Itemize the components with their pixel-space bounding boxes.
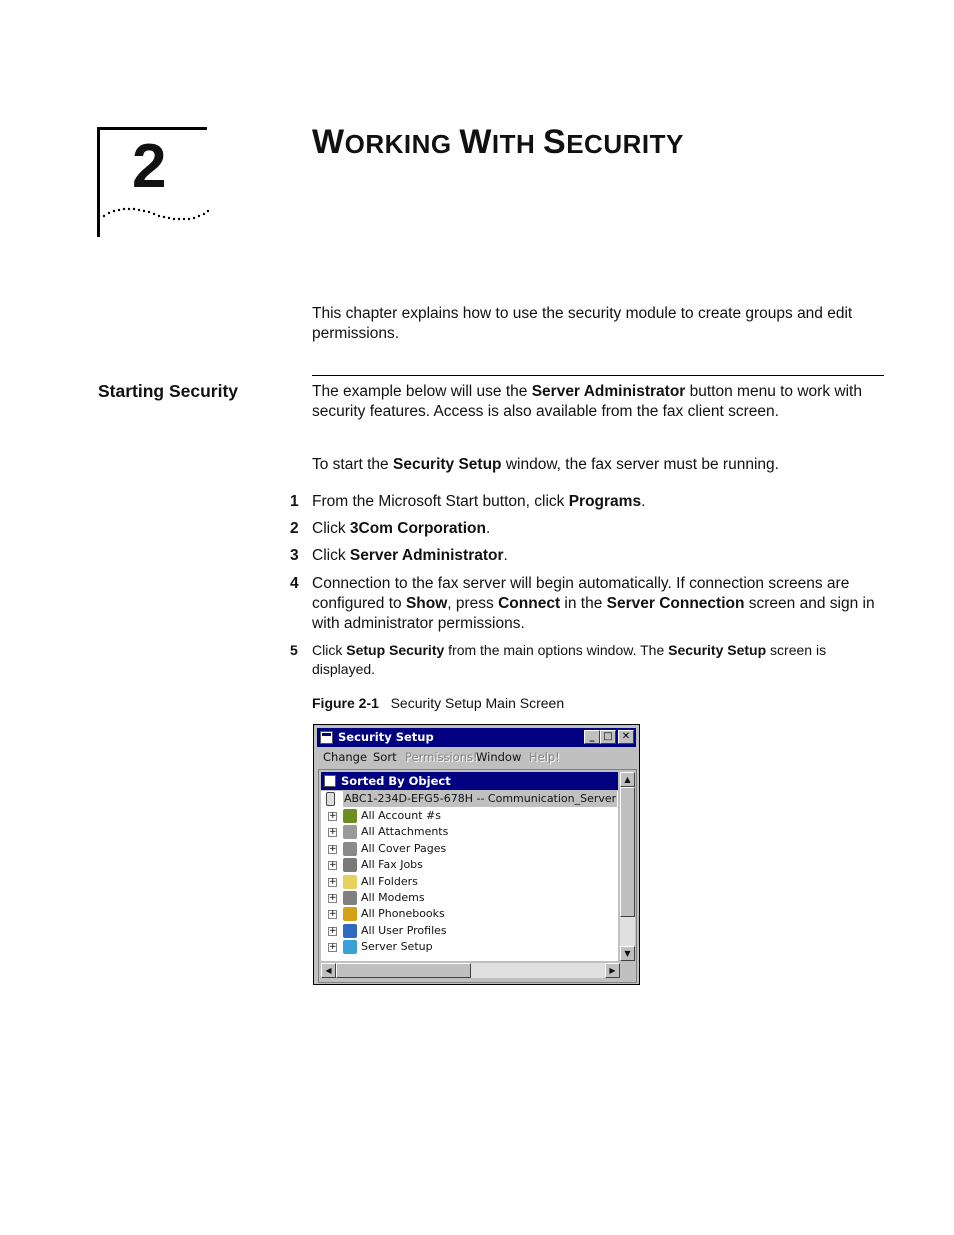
cover-page-icon [343, 842, 357, 856]
vertical-scroll-thumb[interactable] [620, 787, 635, 917]
app-icon [320, 731, 333, 744]
figure-caption [312, 694, 564, 712]
step-2: 2 Click 3Com Corporation. [290, 520, 491, 537]
server-setup-icon [343, 940, 357, 954]
menu-sort[interactable]: Sort [373, 750, 397, 764]
account-numbers-icon [343, 809, 357, 823]
menu-window[interactable]: Window [476, 750, 522, 764]
expand-icon[interactable]: + [329, 843, 337, 854]
section-paragraph-1: The example below will use the Server Administrator button menu to work with security features. Access is also available from the fax client screen. [312, 383, 862, 420]
tree-item[interactable] [321, 890, 618, 906]
scroll-right-button[interactable]: ▶ [605, 963, 620, 978]
modem-icon [343, 891, 357, 905]
tree-item-label: Server Setup [361, 940, 433, 954]
tree-item[interactable] [321, 906, 618, 922]
menu-change[interactable]: Change [323, 750, 368, 764]
security-setup-window [313, 724, 640, 985]
chapter-number: 2 [132, 132, 167, 201]
figure-caption-text: Security Setup Main Screen [390, 695, 565, 711]
window-title: Security Setup [338, 730, 434, 744]
horizontal-scrollbar[interactable] [321, 963, 620, 978]
expand-icon[interactable]: + [329, 925, 337, 936]
tree-item-label: All Account #s [361, 809, 441, 822]
section-heading: Starting Security [98, 381, 239, 401]
tree-item[interactable] [321, 808, 618, 824]
tree-item[interactable] [321, 857, 618, 873]
menu-help[interactable]: Help! [529, 750, 560, 764]
phonebook-icon [343, 907, 357, 921]
menu-bar [317, 748, 636, 766]
step-3: 3 Click Server Administrator. [290, 547, 508, 564]
chapter-title: WORKING WITH SECURITY [312, 123, 684, 161]
tree-item-label: All User Profiles [361, 923, 447, 937]
section-rule [312, 375, 884, 376]
figure-label: Figure 2-1 [312, 695, 379, 711]
section-paragraph-2: To start the Security Setup window, the fax server must be running. [312, 456, 779, 473]
tree-item-label: All Phonebooks [361, 907, 445, 921]
tree-item-label: All Modems [361, 891, 425, 904]
user-profile-icon [343, 924, 357, 938]
tree-item[interactable] [321, 939, 618, 955]
menu-permissions[interactable]: Permissions! [405, 750, 478, 764]
step-1: 1 From the Microsoft Start button, click Programs. [290, 493, 646, 510]
expand-icon[interactable]: + [329, 876, 337, 887]
tree-item[interactable] [321, 874, 618, 890]
expand-icon[interactable]: + [329, 942, 337, 953]
sorted-by-object-pane [318, 769, 637, 983]
scroll-up-button[interactable]: ▲ [620, 772, 635, 787]
tree-item-label: All Fax Jobs [361, 858, 423, 872]
pane-titlebar[interactable] [321, 772, 618, 790]
window-titlebar[interactable] [317, 728, 636, 747]
vertical-scrollbar[interactable] [620, 772, 635, 961]
tree-item[interactable] [321, 923, 618, 939]
maximize-button[interactable]: □ [600, 730, 616, 744]
server-icon [326, 792, 335, 806]
close-button[interactable]: ✕ [618, 730, 634, 744]
attachment-icon [343, 825, 357, 839]
expand-icon[interactable]: + [329, 893, 337, 903]
expand-icon[interactable]: + [329, 811, 337, 821]
object-tree [321, 791, 618, 961]
tree-item[interactable] [321, 824, 618, 840]
tree-item-label: All Folders [361, 874, 418, 888]
tree-item-label: All Attachments [361, 825, 449, 839]
tree-item[interactable] [321, 841, 618, 857]
step-4: 4 Connection to the fax server will begin automatically. If connection screens are configured to Show, press Connect in the Server Connection screen and sign in with administrator permissions. [290, 575, 875, 632]
expand-icon[interactable]: + [329, 827, 337, 838]
folder-icon [343, 875, 357, 889]
pane-icon [324, 775, 336, 787]
tree-root-label: ABC1-234D-EFG5-678H -- Communication_Server [344, 792, 617, 805]
intro-paragraph: This chapter explains how to use the security module to create groups and edit permissions. [312, 305, 853, 342]
chapter-dots-decoration [100, 202, 212, 224]
scroll-down-button[interactable]: ▼ [620, 946, 635, 961]
pane-title: Sorted By Object [341, 774, 451, 788]
horizontal-scroll-thumb[interactable] [336, 963, 471, 978]
tree-root[interactable] [321, 791, 618, 807]
expand-icon[interactable]: + [329, 909, 337, 920]
chapter-mark-top-rule [97, 127, 207, 130]
fax-job-icon [343, 858, 357, 872]
expand-icon[interactable]: + [329, 860, 337, 871]
step-5: 5 Click Setup Security from the main options window. The Security Setup screen is displayed. [290, 642, 827, 677]
tree-item-label: All Cover Pages [361, 841, 447, 855]
scroll-left-button[interactable]: ◀ [321, 963, 336, 978]
minimize-button[interactable]: _ [584, 730, 600, 744]
